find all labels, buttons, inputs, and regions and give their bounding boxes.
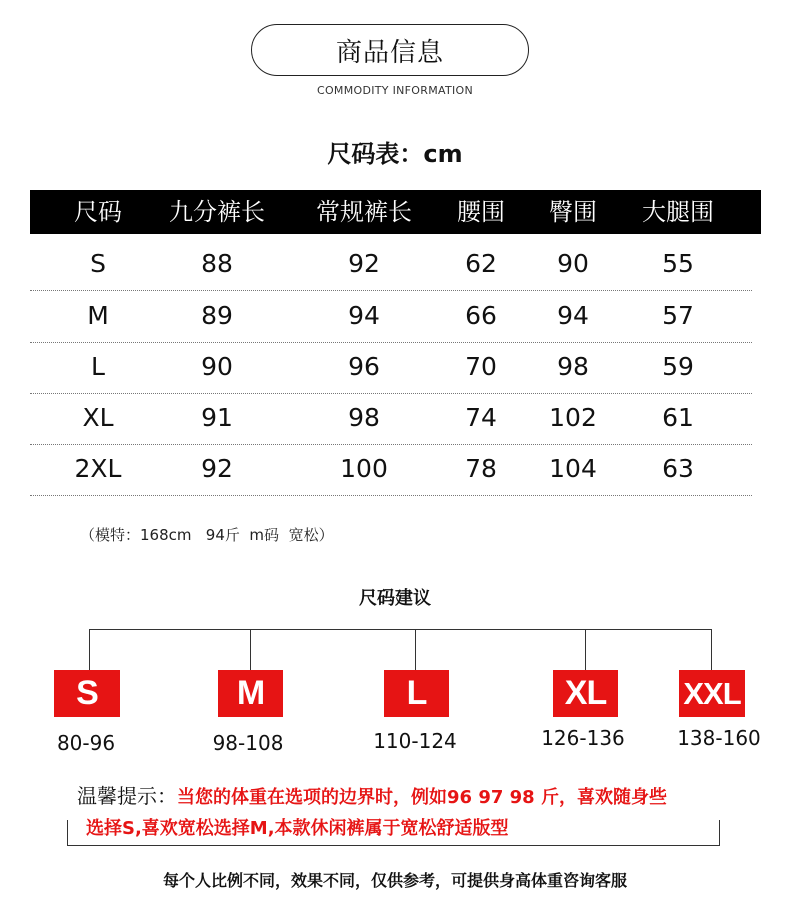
tree-branch: [89, 629, 90, 671]
size-table-heading: 尺码表：cm: [327, 140, 463, 168]
table-row: [30, 239, 752, 291]
cell-waist: 78: [465, 454, 497, 483]
cell-hip: 94: [557, 301, 589, 330]
page-title: 商品信息: [335, 37, 444, 68]
cell-regular-length: 98: [348, 403, 380, 432]
weight-range-m: 98-108: [212, 731, 284, 755]
tip-bracket-left: [67, 820, 68, 846]
tip-line-1: [77, 780, 667, 809]
cell-regular-length: 96: [348, 352, 380, 381]
cell-ankle-length: 92: [201, 454, 233, 483]
tree-branch: [711, 629, 712, 671]
tree-connector: [89, 629, 712, 630]
tip-text-2: 选择S,喜欢宽松选择M,本款休闲裤属于宽松舒适版型: [86, 818, 509, 839]
cell-thigh: 61: [662, 403, 694, 432]
column-header-ankle-length: 九分裤长: [169, 198, 265, 226]
cell-hip: 102: [549, 403, 597, 432]
tree-branch: [585, 629, 586, 671]
cell-ankle-length: 91: [201, 403, 233, 432]
tree-branch: [415, 629, 416, 671]
cell-ankle-length: 90: [201, 352, 233, 381]
tip-bracket-right: [719, 820, 720, 846]
size-badge-xl: XL: [553, 670, 618, 717]
title-pill: [251, 24, 529, 76]
tree-branch: [250, 629, 251, 671]
cell-thigh: 57: [662, 301, 694, 330]
cell-regular-length: 100: [340, 454, 388, 483]
cell-ankle-length: 89: [201, 301, 233, 330]
column-header-thigh: 大腿围: [642, 198, 714, 226]
cell-waist: 74: [465, 403, 497, 432]
table-row: [30, 291, 752, 343]
cell-thigh: 63: [662, 454, 694, 483]
tip-bracket-bottom: [67, 845, 720, 846]
table-row: [30, 342, 752, 394]
cell-regular-length: 92: [348, 249, 380, 278]
cell-waist: 62: [465, 249, 497, 278]
cell-thigh: 55: [662, 249, 694, 278]
cell-size: XL: [82, 403, 114, 432]
table-row: [30, 444, 752, 496]
size-table-header: [30, 190, 761, 234]
model-note: （模特：168cm 94斤 m码 宽松）: [80, 526, 334, 544]
cell-size: L: [91, 352, 105, 381]
row-divider: [30, 495, 752, 496]
column-header-hip: 臀围: [549, 198, 597, 226]
weight-range-xxl: 138-160: [677, 726, 761, 750]
size-badge-s: S: [54, 670, 120, 717]
size-suggestion-title: 尺码建议: [359, 588, 431, 609]
footer-note: 每个人比例不同，效果不同，仅供参考，可提供身高体重咨询客服: [162, 871, 627, 890]
cell-hip: 104: [549, 454, 597, 483]
cell-hip: 90: [557, 249, 589, 278]
size-badge-m: M: [218, 670, 283, 717]
column-header-waist: 腰围: [457, 198, 505, 226]
weight-range-s: 80-96: [56, 731, 116, 755]
cell-waist: 66: [465, 301, 497, 330]
tip-label: 温馨提示：: [77, 784, 177, 808]
size-badge-l: L: [384, 670, 449, 717]
cell-thigh: 59: [662, 352, 694, 381]
weight-range-l: 110-124: [373, 729, 457, 753]
size-badge-xxl: XXL: [679, 670, 745, 717]
column-header-regular-length: 常规裤长: [316, 198, 412, 226]
cell-size: S: [90, 249, 106, 278]
cell-ankle-length: 88: [201, 249, 233, 278]
table-row: [30, 393, 752, 445]
cell-regular-length: 94: [348, 301, 380, 330]
cell-size: M: [87, 301, 109, 330]
tip-text-1: 当您的体重在选项的边界时，例如96 97 98 斤，喜欢随身些: [177, 787, 667, 808]
page-subtitle: COMMODITY INFORMATION: [316, 84, 474, 97]
column-header-size: 尺码: [74, 198, 122, 226]
weight-range-xl: 126-136: [541, 726, 625, 750]
cell-hip: 98: [557, 352, 589, 381]
cell-waist: 70: [465, 352, 497, 381]
cell-size: 2XL: [74, 454, 122, 483]
